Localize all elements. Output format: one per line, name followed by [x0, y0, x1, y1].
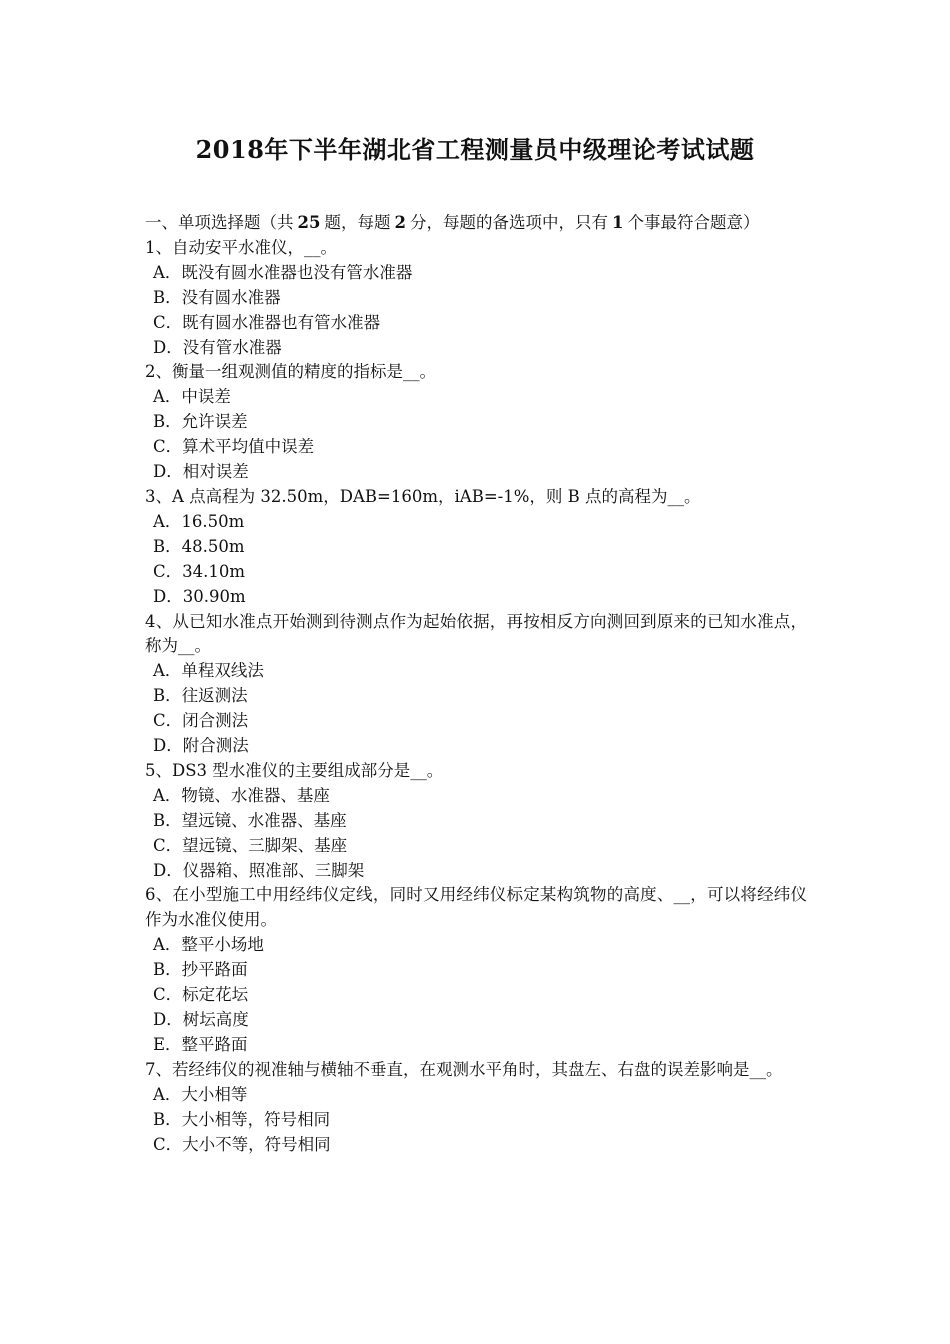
- question-5-option: A．物镜、水准器、基座: [153, 785, 330, 805]
- question-4: 4、从已知水准点开始测到待测点作为起始依据，再按相反方向测回到原来的已知水准点，称为__。: [145, 611, 807, 656]
- answer-count: 1: [611, 213, 624, 232]
- question-6-option: E．整平路面: [153, 1034, 248, 1054]
- question-1-option: D．没有管水准器: [153, 337, 282, 357]
- section-prefix: 一、单项选择题（共: [145, 213, 294, 232]
- question-2-option: B．允许误差: [153, 412, 248, 432]
- question-3: 3、A 点高程为 32.50m，DAB=160m，iAB=-1%，则 B 点的高程为__。: [145, 486, 701, 506]
- question-2: 2、衡量一组观测值的精度的指标是__。: [145, 362, 436, 382]
- question-2-option: D．相对误差: [153, 462, 249, 482]
- question-4-option: C．闭合测法: [153, 711, 249, 731]
- question-6: 6、在小型施工中用经纬仪定线，同时又用经纬仪标定某构筑物的高度、__，可以将经纬仪作为水准仪使用。: [145, 885, 807, 930]
- question-list: [145, 236, 807, 1158]
- question-6-option: C．标定花坛: [153, 985, 249, 1005]
- question-7-option: B．大小相等，符号相同: [153, 1109, 331, 1129]
- question-5: 5、DS3 型水准仪的主要组成部分是__。: [145, 760, 444, 780]
- question-score: 2: [394, 213, 406, 232]
- question-5-option: D．仪器箱、照准部、三脚架: [153, 860, 365, 880]
- question-7-option: C．大小不等，符号相同: [153, 1134, 331, 1154]
- section-suffix: 个事最符合题意）: [627, 213, 760, 232]
- question-1-option: A．既没有圆水准器也没有管水准器: [153, 262, 413, 282]
- question-count: 25: [297, 213, 321, 232]
- question-4-option: A．单程双线法: [153, 661, 264, 681]
- question-2-option: A．中误差: [153, 387, 231, 407]
- document-title: 2018年下半年湖北省工程测量员中级理论考试试题: [195, 135, 755, 164]
- section-heading: [145, 211, 807, 236]
- question-3-option: B．48.50m: [153, 536, 245, 556]
- question-1: 1、自动安平水准仪，__。: [145, 237, 337, 257]
- question-5-option: C．望远镜、三脚架、基座: [153, 835, 348, 855]
- question-4-option: D．附合测法: [153, 736, 249, 756]
- question-7-option: A．大小相等: [153, 1084, 248, 1104]
- question-7: 7、若经纬仪的视准轴与横轴不垂直，在观测水平角时，其盘左、右盘的误差影响是__。: [145, 1059, 783, 1079]
- question-2-option: C．算术平均值中误差: [153, 437, 315, 457]
- question-6-option: D．树坛高度: [153, 1010, 249, 1029]
- question-6-option: A．整平小场地: [153, 935, 264, 955]
- question-4-option: B．往返测法: [153, 686, 248, 706]
- question-1-option: B．没有圆水准器: [153, 287, 281, 307]
- question-3-option: A．16.50m: [153, 511, 245, 531]
- section-mid1: 题，每题: [324, 213, 391, 232]
- question-5-option: B．望远镜、水准器、基座: [153, 810, 347, 830]
- question-3-option: C．34.10m: [153, 561, 246, 581]
- question-6-option: B．抄平路面: [153, 960, 248, 980]
- question-1-option: C．既有圆水准器也有管水准器: [153, 312, 381, 332]
- section-mid2: 分，每题的备选项中，只有: [409, 213, 608, 232]
- question-3-option: D．30.90m: [153, 586, 246, 606]
- exam-content: [145, 211, 807, 1157]
